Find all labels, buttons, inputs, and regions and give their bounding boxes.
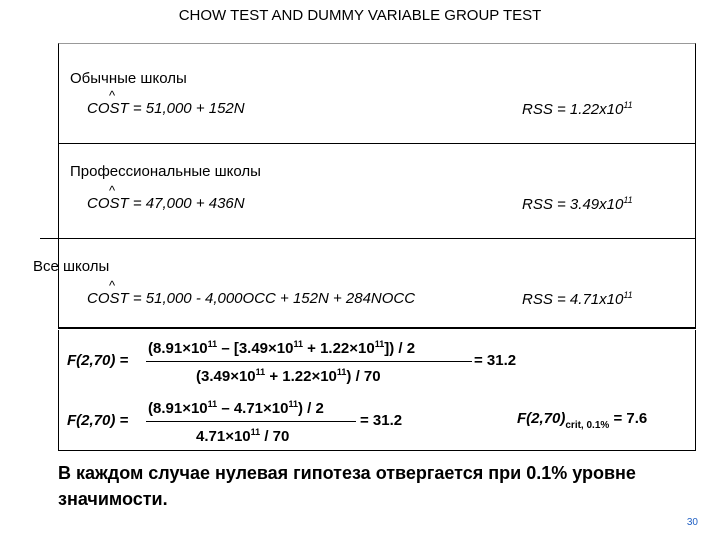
f-critical-value: $F(2,70)_{crit, 0.1\%} = 7.6$ [517,410,648,431]
rss-vocational: RSS = $3.49x10^{11}$ [522,195,633,213]
f-stat-denominator-2: $4.71\times 10^{11} / 70$ [196,427,290,445]
hat-symbol: ^ [109,278,116,293]
group-label-all: Все школы [33,258,110,275]
conclusion-text: В каждом случае нулевая гипотеза отвергается при 0.1% уровне значимости. [58,463,636,509]
equation-regular: COST = 51,000 + 152N [87,100,245,117]
hat-symbol: ^ [109,183,116,198]
fraction-line [146,361,472,362]
rss-regular: RSS = $1.22x10^{11}$ [522,100,633,118]
page-number: 30 [686,517,698,528]
f-stat-denominator-1: $(3.49\times 10^{11} + 1.22\times 10^{11}) / 70$ [196,367,381,385]
equation-all: COST = 51,000 - 4,000OCC + 152N + 284NOCC [87,290,416,307]
equation-vocational: COST = 47,000 + 436N [87,195,245,212]
f-stat-lhs-1: F(2,70) = [67,352,129,369]
f-stat-lhs-2: F(2,70) = [67,412,129,429]
f-stat-numerator-1: $(8.91\times 10^{11} - [3.49\times 10^{11} + 1.22\times 10^{11}]) / 2$ [148,339,416,357]
divider [58,327,696,328]
group-label-regular: Обычные школы [70,70,187,87]
divider [58,143,696,144]
group-label-vocational: Профессиональные школы [70,163,261,180]
rss-all: RSS = $4.71x10^{11}$ [522,290,633,308]
hat-symbol: ^ [109,88,116,103]
f-stat-result-1: = 31.2 [474,352,517,369]
f-stat-numerator-2: $(8.91\times 10^{11} - 4.71\times 10^{11}) / 2$ [148,399,324,417]
slide-title: CHOW TEST AND DUMMY VARIABLE GROUP TEST [178,7,542,24]
f-stat-result-2: = 31.2 [360,412,403,429]
divider [40,238,696,239]
fraction-line [146,421,356,422]
